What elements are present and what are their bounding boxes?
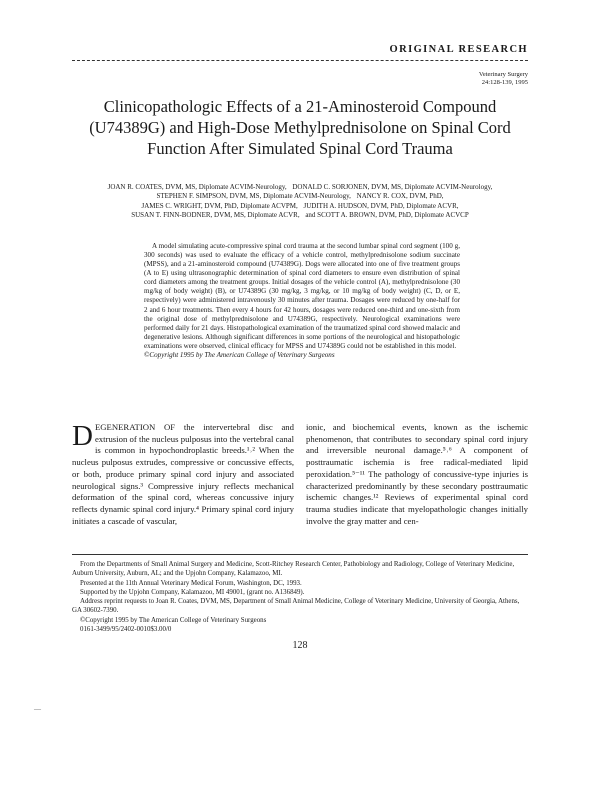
author-name: JUDITH A. HUDSON, DVM, PhD, Diplomate ACVR, bbox=[303, 201, 459, 210]
footnote: From the Departments of Small Animal Surgery and Medicine, Scott-Ritchey Research Center, Pathobiology and Radiology, College of Veterinary Medicine, Auburn University, Auburn, AL; and the Upjohn Company, Kalamazoo, MI. bbox=[72, 561, 515, 578]
section-header: ORIGINAL RESEARCH bbox=[389, 44, 528, 55]
stray-mark: — bbox=[34, 705, 41, 713]
header-rule bbox=[72, 60, 528, 61]
author-name: JAMES C. WRIGHT, DVM, PhD, Diplomate ACVPM, bbox=[141, 201, 298, 210]
author-name: DONALD C. SORJONEN, DVM, MS, Diplomate ACVIM-Neurology, bbox=[292, 183, 493, 191]
footnotes bbox=[72, 560, 528, 634]
author-line bbox=[60, 192, 540, 201]
author-name: SUSAN T. FINN-BODNER, DVM, MS, Diplomate ACVR, bbox=[131, 211, 300, 220]
page-number: 128 bbox=[292, 640, 308, 651]
body-paragraph: EGENERATION OF the intervertebral disc and extrusion of the nucleus pulposus into the vertebral canal is common in hypochondroplastic breeds.¹˒² When the nucleus pulposus extrudes, compressive or concussive effects, or both, produce primary spinal cord injury and associated neurological signs.³ Compressive injury reflects mechanical deformation of the spinal cord, whereas concussive injury reflects dynamic spinal cord injury.⁴ Primary spinal cord injury initiates a cascade of vascular, bbox=[72, 422, 294, 526]
footnote-rule bbox=[72, 554, 528, 555]
abstract bbox=[144, 242, 460, 360]
journal-name: Veterinary Surgery bbox=[478, 71, 528, 78]
footnote: ©Copyright 1995 by The American College of Veterinary Surgeons bbox=[80, 616, 267, 624]
journal-info bbox=[479, 71, 528, 87]
author-line bbox=[60, 183, 540, 192]
drop-cap: D bbox=[72, 420, 93, 452]
authors-block bbox=[60, 183, 540, 221]
author-line bbox=[60, 202, 540, 211]
footnote: 0161-3499/95/2402-0010$3.00/0 bbox=[80, 626, 172, 634]
body-paragraph: ionic, and biochemical events, known as the ischemic phenomenon, that contributes to secondary spinal cord injury and irreversible neuronal damage.⁵˒⁶ A component of posttraumatic ischemia is free radical-mediated lipid peroxidation.⁵⁻¹¹ The pathology of concussive-type injuries is characterized predominantly by these secondary posttraumatic ischemic changes.¹² Reviews of experimental spinal cord trauma studies indicate that myelopathologic changes initially involve the gray matter and cen- bbox=[306, 422, 528, 526]
abstract-copyright: ©Copyright 1995 by The American College of Veterinary Surgeons bbox=[144, 350, 335, 359]
author-name: NANCY R. COX, DVM, PhD, bbox=[356, 192, 444, 201]
author-name: STEPHEN F. SIMPSON, DVM, MS, Diplomate ACVIM-Neurology, bbox=[156, 192, 351, 201]
journal-citation: 24:128-139, 1995 bbox=[481, 79, 528, 86]
abstract-text: A model simulating acute-compressive spinal cord trauma at the second lumbar spinal cord segment (100 g, 300 seconds) was used to evaluate the efficacy of a vehicle control, methylprednisolone sodium succinate (MPSS), and a 21-aminosteroid compound (U74389G). Dogs were allocated into one of five treatment groups (A to E) using ultrasonographic determination of spinal cord diameters to ensure even distribution of spinal cord diameters among the treatment groups. Initial dosages of the vehicle control (A), methylprednisolone (30 mg/kg of body weight) (B), or U74389G (30 mg/kg, 3 mg/kg, or 10 mg/kg of body weight) (C, D, or E, respectively) were administered intravenously 30 minutes after trauma. Dosages were reduced by one-half for 2 and 6 hour treatments. Then every 4 hours for 42 hours, dosages were reduced one-third and one-sixth from the original dose of methylprednisolone and U74389G, respectively. Neurological examinations were performed daily for 21 days. Histopathological examination of the traumatized spinal cord showed malacic and degenerative lesions. Although significant differences in some portions of the neurological and histopathologic examinations were observed, clinical efficacy for MPSS and U74389G could not be established in this model. bbox=[144, 242, 460, 350]
title-line: Clinicopathologic Effects of a 21-Aminosteroid Compound bbox=[103, 97, 497, 116]
footnote: Supported by the Upjohn Company, Kalamazoo, MI 49001, (grant no. A136849). bbox=[80, 588, 305, 596]
footnote: Presented at the 11th Annual Veterinary Medical Forum, Washington, DC, 1993. bbox=[80, 579, 302, 587]
author-line bbox=[60, 211, 540, 220]
author-name: and SCOTT A. BROWN, DVM, PhD, Diplomate ACVCP bbox=[305, 211, 469, 220]
body-column-right bbox=[306, 422, 528, 527]
body-column-left bbox=[72, 422, 294, 527]
title-line: Function After Simulated Spinal Cord Trauma bbox=[147, 139, 453, 158]
article-title bbox=[60, 96, 540, 159]
footnote: Address reprint requests to Joan R. Coates, DVM, MS, Department of Small Animal Medicine, College of Veterinary Medicine, University of Georgia, Athens, GA 30602-7390. bbox=[72, 598, 520, 615]
author-name: JOAN R. COATES, DVM, MS, Diplomate ACVIM-Neurology, bbox=[107, 183, 287, 191]
title-line: (U74389G) and High-Dose Methylprednisolone on Spinal Cord bbox=[89, 118, 511, 137]
